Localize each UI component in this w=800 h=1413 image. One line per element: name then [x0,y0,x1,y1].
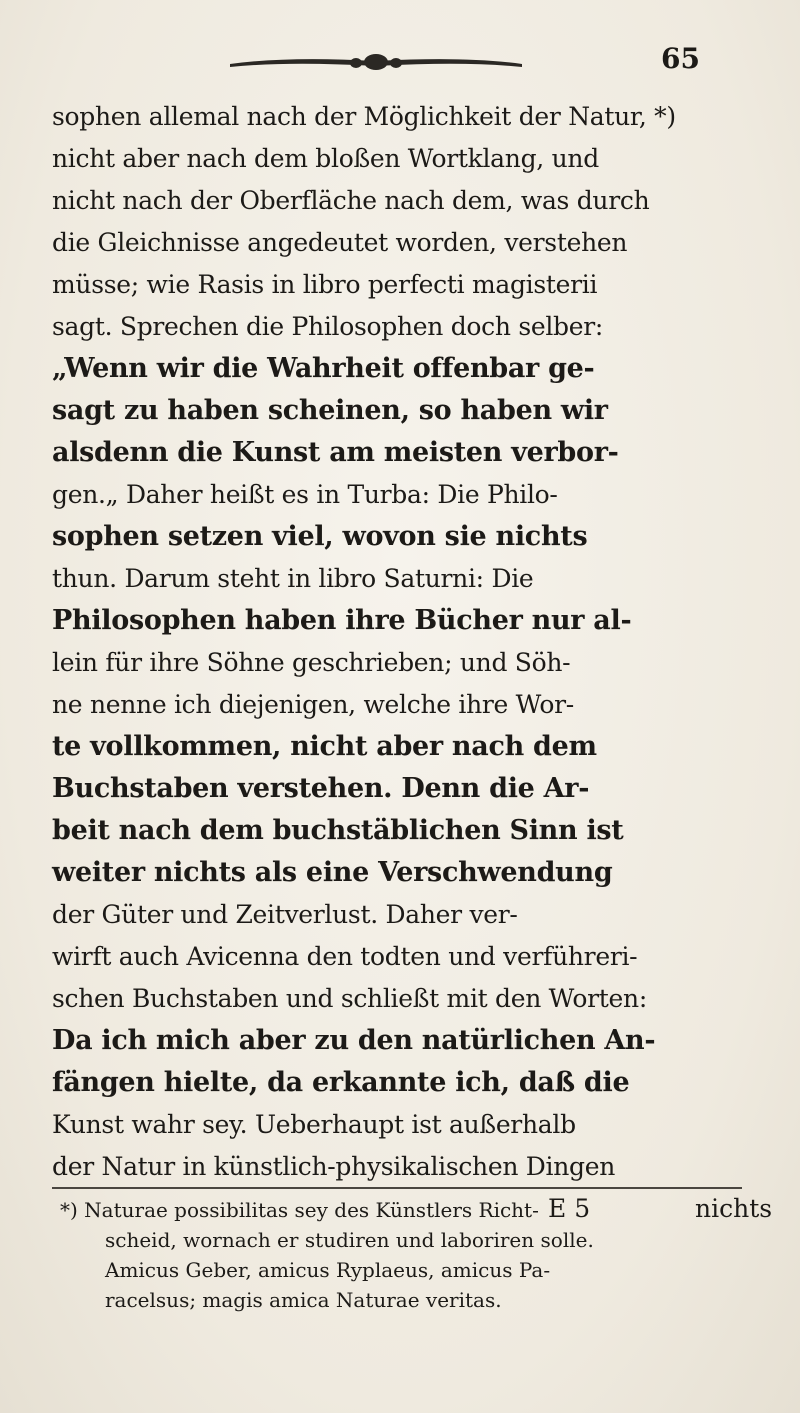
footnote-line: Amicus Geber, amicus Ryplaeus, amicus Pa- [105,1258,551,1282]
text-line: fängen hielte, da erkannte ich, daß die [52,1067,630,1098]
text-line: Philosophen haben ihre Bücher nur al- [52,605,632,636]
text-line: Da ich mich aber zu den natürlichen An- [52,1025,656,1056]
body-text [52,96,792,1230]
footnote-line: scheid, wornach er studiren und laboriren solle. [105,1228,594,1252]
catchword: nichts [695,1194,773,1223]
text-line: beit nach dem buchstäblichen Sinn ist [52,815,624,846]
text-line: lein für ihre Söhne geschrieben; und Söh- [52,648,571,677]
text-line: ne nenne ich diejenigen, welche ihre Wor- [52,690,574,719]
text-line: thun. Darum steht in libro Saturni: Die [52,564,534,593]
footnote-line: racelsus; magis amica Naturae veritas. [105,1288,502,1312]
page-number: 65 [661,42,700,75]
footnote [60,1195,780,1315]
footnote-divider [52,1187,742,1189]
text-line: sagt. Sprechen die Philosophen doch selber: [52,312,604,341]
footnote-line: *) Naturae possibilitas sey des Künstlers Richt- [60,1198,539,1222]
text-line: schen Buchstaben und schließt mit den Worten: [52,984,647,1013]
text-line: sophen setzen viel, wovon sie nichts [52,521,588,552]
text-line: gen.„ Daher heißt es in Turba: Die Philo- [52,480,558,509]
text-line: der Natur in künstlich-physikalischen Dingen [52,1152,616,1181]
text-line: die Gleichnisse angedeutet worden, verstehen [52,228,628,257]
text-line: nicht nach der Oberfläche nach dem, was durch [52,186,650,215]
text-line: Buchstaben verstehen. Denn die Ar- [52,773,590,804]
text-line: weiter nichts als eine Verschwendung [52,857,613,888]
text-line: sophen allemal nach der Möglichkeit der Natur, *) [52,102,676,131]
text-line: te vollkommen, nicht aber nach dem [52,731,597,762]
text-line: nicht aber nach dem bloßen Wortklang, und [52,144,599,173]
text-line: sagt zu haben scheinen, so haben wir [52,395,608,426]
text-line: Kunst wahr sey. Ueberhaupt ist außerhalb [52,1110,576,1139]
text-line: wirft auch Avicenna den todten und verführeri- [52,942,638,971]
header-ornament [228,52,524,72]
text-line: „Wenn wir die Wahrheit offenbar ge- [52,353,595,384]
signature-mark: E 5 [548,1194,591,1223]
text-line: der Güter und Zeitverlust. Daher ver- [52,900,518,929]
text-line: müsse; wie Rasis in libro perfecti magisterii [52,270,598,299]
text-line: alsdenn die Kunst am meisten verbor- [52,437,619,468]
